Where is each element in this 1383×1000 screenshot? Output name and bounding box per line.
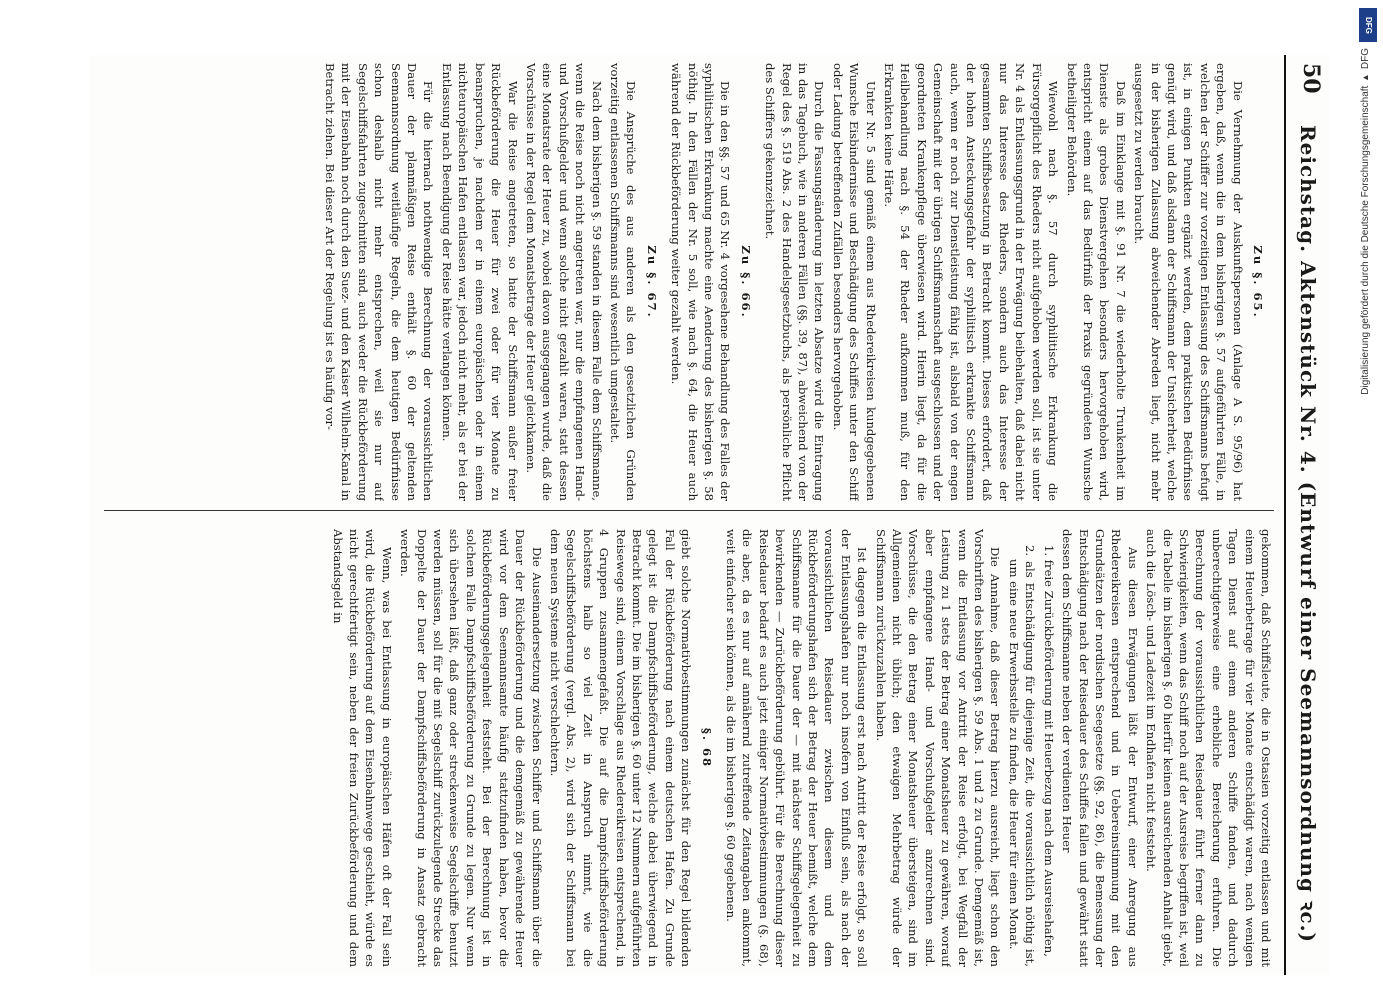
right-column — [104, 529, 1274, 967]
paragraph: giebt solche Normativbestimmungen zunächst für den Regel bildenden Fall der Rückbeförderung nach einem deutschen Hafen. Zu Grunde gelegt ist die Dampfschiffsbeförderung, welche dabei überwiegend in Betracht kommt. Die im bisherigen §. 60 unter 12 Nummern aufgeführten Reisewege sind, einem Vorschlage aus Rhedereikreisen entsprechend, in 4 Gruppen zusammengefaßt. Die auf die Dampfschiffsbeförderung höchstens halb so viel Zeit in Anspruch nimmt, wie die Segelschiffsbeförderung (vergl. Abs. 2), wird sich der Schiffsmann bei dem neuen Systeme nicht verschlechtern. — [547, 529, 694, 967]
page-number: 50 — [1298, 63, 1324, 94]
left-column — [104, 63, 1274, 501]
page-header — [1284, 55, 1330, 975]
column-divider — [104, 510, 1274, 511]
paragraph: gekommen, daß Schiffsleute, die in Ostasien vorzeitig entlassen und mit einem Heuerbetrage für vier Monate entschädigt waren, nach wenigen Tagen Dienst auf einem anderen Schiffe fanden, und dadurch unberechtigterweise eine erhebliche Bereicherung erfuhren. Die Berechnung der voraussichtlichen Reisedauer führt ferner dann zu Schwierigkeiten, wenn das Schiff noch auf der Ausreise begriffen ist, weil die Tabelle im bisherigen §. 60 hierfür keinen ausreichenden Anhalt giebt, auch die Lösch- und Ladezeit im Endhafen nicht feststeht. — [1144, 529, 1273, 967]
paragraph: Die Annahme, daß dieser Betrag hierzu ausreicht, liegt schon den Vorschriften des bisherigen §. 59 Abs. 1 und 2 zu Grunde. Demgemäß ist, wenn die Entlassung vor Antritt der Reise erfolgt, bei Wegfall der Leistung zu 1 stets der Betrag einer Monatsheuer zu gewähren, worauf aber empfangene Hand- und Vorschußgelder anzurechnen sind. Vorschüsse, die den Betrag einer Monatsheuer übersteigen, sind im Allgemeinen nicht üblich; den etwaigen Mehrbetrag würde der Schiffsmann zurückzuzahlen haben. — [873, 529, 1003, 967]
digitization-credit-bar — [1357, 8, 1381, 992]
paragraph: Die Vernehmung der Auskunftspersonen (Anlage A S. 95/96) hat ergeben, daß, wenn die in dem bisherigen §. 57 aufgeführten Fälle, in welchen der Schiffer zur vorzeitigen Entlassung des Schiffsmanns befugt ist, in einigen Punkten ergänzt werden, dem praktischen Bedürfnisse genügt wird, und daß alsdann der Schiffsmann der Unsicherheit, welche in der bisherigen Zulassung abweichender Abreden liegt, nicht mehr ausgesetzt zu werden braucht. — [1132, 63, 1245, 501]
section-heading-67: Zu §. 67. — [644, 245, 659, 319]
section-heading-66: Zu §. 66. — [738, 245, 753, 319]
paragraph: Wenn, was bei Entlassung in europäischen Häfen oft der Fall sein wird, die Rückbeförderung auf dem Eisenbahnwege geschieht, würde es nicht gerechtfertigt sein, neben der freien Zurückbeförderung und dem Abstandsgeld in — [330, 529, 394, 967]
dfg-logo: DFG — [1359, 8, 1377, 42]
running-title: Reichstag. Aktenstück Nr. 4. (Entwurf einer Seemannsordnung ꝛc.) — [1296, 125, 1320, 944]
paragraph: Daß im Einklange mit §. 91 Nr. 7 die wiederholte Trunkenheit im Dienste als grobes Dienstvergehen besonders hervorgehoben wird, entspricht einem auf das Bedürfniß der Praxis gegründeten Wunsche betheiligter Behörden. — [1064, 63, 1128, 501]
paragraph: Aus diesen Erwägungen läßt der Entwurf, einer Anregung aus Rhedereikreisen entsprechend und in Uebereinstimmung mit den Grundsätzen der nordischen Seegesetze (§§. 92, 86), die Bemessung der Entschädigung nach der Reisedauer des Schiffes fallen und gewährt statt dessen dem Schiffsmanne neben der verdienten Heuer — [1060, 529, 1140, 967]
paragraph: Durch die Fassungsänderung im letzten Absatze wird die Eintragung in das Tagebuch, wie in anderen Fällen (§§. 39, 87), abweichend von der Regel des §. 519 Abs. 2 des Handelsgesetzbuchs, als persönliche Pflicht des Schiffers gekennzeichnet. — [763, 63, 827, 501]
paragraph: Unter Nr. 5 sind gemäß einem aus Rhedereikreisen kundgegebenen Wunsche Eisbindernisse und Beschädigung des Schiffes unter den Schiff oder Ladung betreffenden Zufällen besonders hervorgehoben. — [830, 63, 878, 501]
paragraph: Die Ansprüche des aus anderen als den gesetzlichen Gründen vorzeitig entlassenen Schiffsmanns sind wesentlich umgestaltet. — [607, 63, 639, 501]
list-item: 2. als Entschädigung für diejenige Zeit, die voraussichtlich nöthig ist, um eine neue Erwerbsstelle zu finden, die Heuer für einen Monat. — [1006, 545, 1038, 967]
scanned-page — [90, 55, 1330, 975]
paragraph: Für die hiernach nothwendige Berechnung der voraussichtlichen Dauer der planmäßigen Reise enthält §. 60 der geltenden Seemannsordnung weitläufige Regeln, die dem heutigen Bedürfnisse schon deshalb nicht mehr entsprechen, weil sie nur auf Segelschiffsfahrten zugeschnitten sind, auch weder die Rückbeförderung mit der Eisenbahn noch durch den Suez- und den Kaiser Wilhelm-Kanal in Betracht ziehen. Bei dieser Art der Regelung ist es häufig vor- — [323, 63, 436, 501]
section-heading-68: §. 68 — [699, 727, 714, 769]
digitization-credit: Digitalisierung gefördert durch die Deutsche Forschungsgemeinschaft ▸ DFG — [1360, 48, 1371, 395]
paragraph: Wiewohl nach §. 57 durch syphilitische Erkrankung die Fürsorgepflicht des Rheders nicht aufgehoben werden soll, ist sie unter Nr. 4 als Entlassungsgrund in der Erwägung beibehalten, daß dabei nicht nur das Interesse des Rheders, sondern auch das Interesse der gesammten Schiffsbesatzung in Betracht kommt. Dieses erfordert, daß der hohen Ansteckungsgefahr der syphilitisch erkrankte Schiffsmann auch, wenn er noch zur Dienstleistung fähig ist, alsbald von der engen Gemeinschaft mit der übrigen Schiffsmannschaft ausgeschlossen und der geordneten Krankenpflege überwiesen wird. Hierin liegt, da für die Heilbehandlung nach §. 54 der Rheder aufkommen muß, für den Erkrankten keine Härte. — [882, 63, 1061, 501]
section-heading-65: Zu §. 65. — [1251, 245, 1265, 319]
paragraph: War die Reise angetreten, so hatte der Schiffsmann außer freier Rückbeförderung die Heuer für zwei oder für vier Monate zu beanspruchen, je nachdem er in einem europäischen oder in einem nichteuropäischen Hafen entlassen war, jedoch nicht mehr, als er bei der Entlassung nach Beendigung der Reise hätte verlangen können. — [439, 63, 520, 501]
paragraph: Nach dem bisherigen §. 59 standen in diesem Falle dem Schiffsmanne, wenn die Reise noch nicht angetreten war, nur die empfangenen Hand- und Vorschußgelder und wenn solche nicht gezahlt waren, statt dessen eine Monatsrate der Heuer zu, wobei davon ausgegangen wurde, daß die Vorschüsse in der Regel dem Monatsbetrage der Heuer gleichkamen. — [523, 63, 604, 501]
paragraph: Die Auseinandersetzung zwischen Schiffer und Schiffsmann über die Dauer der Rückbeförderung und die demgemäß zu gewährende Heuer wird vor dem Seemannsamte häufig stattzufinden haben, bevor die Rückbeförderungsgelegenheit feststeht. Bei der Berechnung ist in solchem Falle Dampfschiffsbeförderung zu Grunde zu legen. Nur wenn sich übersehen läßt, daß ganz oder streckenweise Segelschiffe benutzt werden müssen, soll für die mit Segelschiff zurückzulegende Strecke das Doppelte der Dauer der Dampfschiffsbeförderung in Ansatz gebracht werden. — [398, 529, 544, 967]
paragraph: Ist dagegen die Entlassung erst nach Antritt der Reise erfolgt, so soll der Entlassungshafen nur noch insofern von Einfluß sein, als nach der voraussichtlichen Reisedauer zwischen diesem und dem Rückbeförderungshafen sich der Betrag der Heuer bemißt, welche dem Schiffsmanne für die Dauer der — mit nächster Schiffsgelegenheit zu bewirkenden — Zurückbeförderung gebührt. Für die Berechnung dieser Reisedauer bedarf es auch jetzt einiger Normativbestimmungen (§. 68), die aber, da es nur auf annähernd zutreffende Zeitangaben ankommt, weit einfacher sein können, als die im bisherigen §. 60 gegebenen. — [724, 529, 870, 967]
paragraph: Die in den §§. 57 und 65 Nr. 4 vorgesehene Behandlung des Falles der syphilitischen Erkrankung machte eine Aenderung des bisherigen §. 58 nöthig. In den Fällen der Nr. 5 soll, wie nach §. 64, die Heuer auch während der Rückbeförderung weiter gezahlt werden. — [669, 63, 733, 501]
list-item: 1. freie Zurückbeförderung mit Heuerbezug nach dem Ausreisehafen, — [1041, 545, 1056, 957]
